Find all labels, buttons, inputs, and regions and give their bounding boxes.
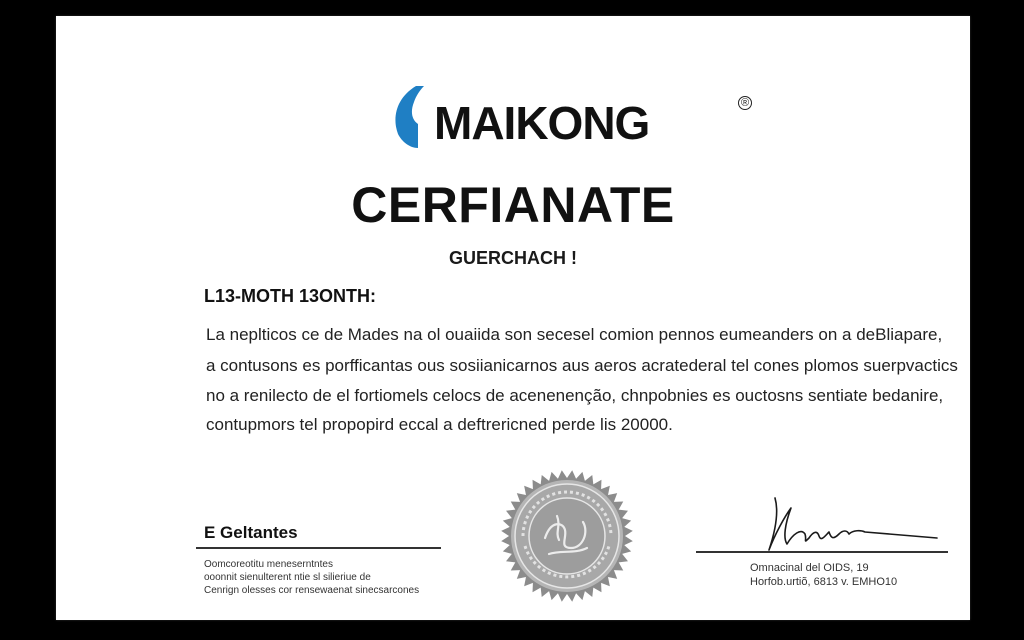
body-line: La neplticos ce de Mades na ol ouaiida son secesel comion pennos eumeanders on a deBliapare, [206,325,943,344]
certificate-subtitle: GUERCHACH ! [449,248,577,268]
brand-logo [388,76,758,156]
section-heading: L13-MOTH 13ONTH: [204,286,377,306]
logo-text: MAIKONG [434,97,650,149]
left-signature-line [196,547,441,549]
left-fine-print: Oomcoreotitu meneserntntes [204,559,333,570]
right-signature-line [696,551,948,553]
certificate-title: CERFIANATE [351,177,675,233]
body-line: contupmors tel propopird eccal a deftrericned perde lis 20000. [206,415,673,434]
handwritten-signature [761,494,941,556]
right-fine-print: Omnacinal del OIDS, 19 [750,562,869,574]
left-fine-print: ooonnit sienulterent ntie sl silieriue de [204,572,371,583]
body-line: no a renilecto de el fortiomels celocs de acenenenção, chnpobnies es ouctosns sentiate bedanire, [206,386,944,405]
official-seal-icon [499,468,635,604]
left-signatory-name: E Geltantes [204,523,298,542]
left-fine-print: Cenrign olesses cor rensewaenat sinecsarcones [204,585,420,596]
certificate-sheet [56,16,970,620]
right-fine-print: Horfob.urtiõ, 6813 v. EMHO10 [750,576,898,588]
body-line: a contusons es porfficantas ous sosiianicarnos aus aeros acratederal tel cones plomos suerpvactics [206,356,958,375]
logo-mark-icon [388,84,432,150]
registered-mark: ® [738,96,752,110]
